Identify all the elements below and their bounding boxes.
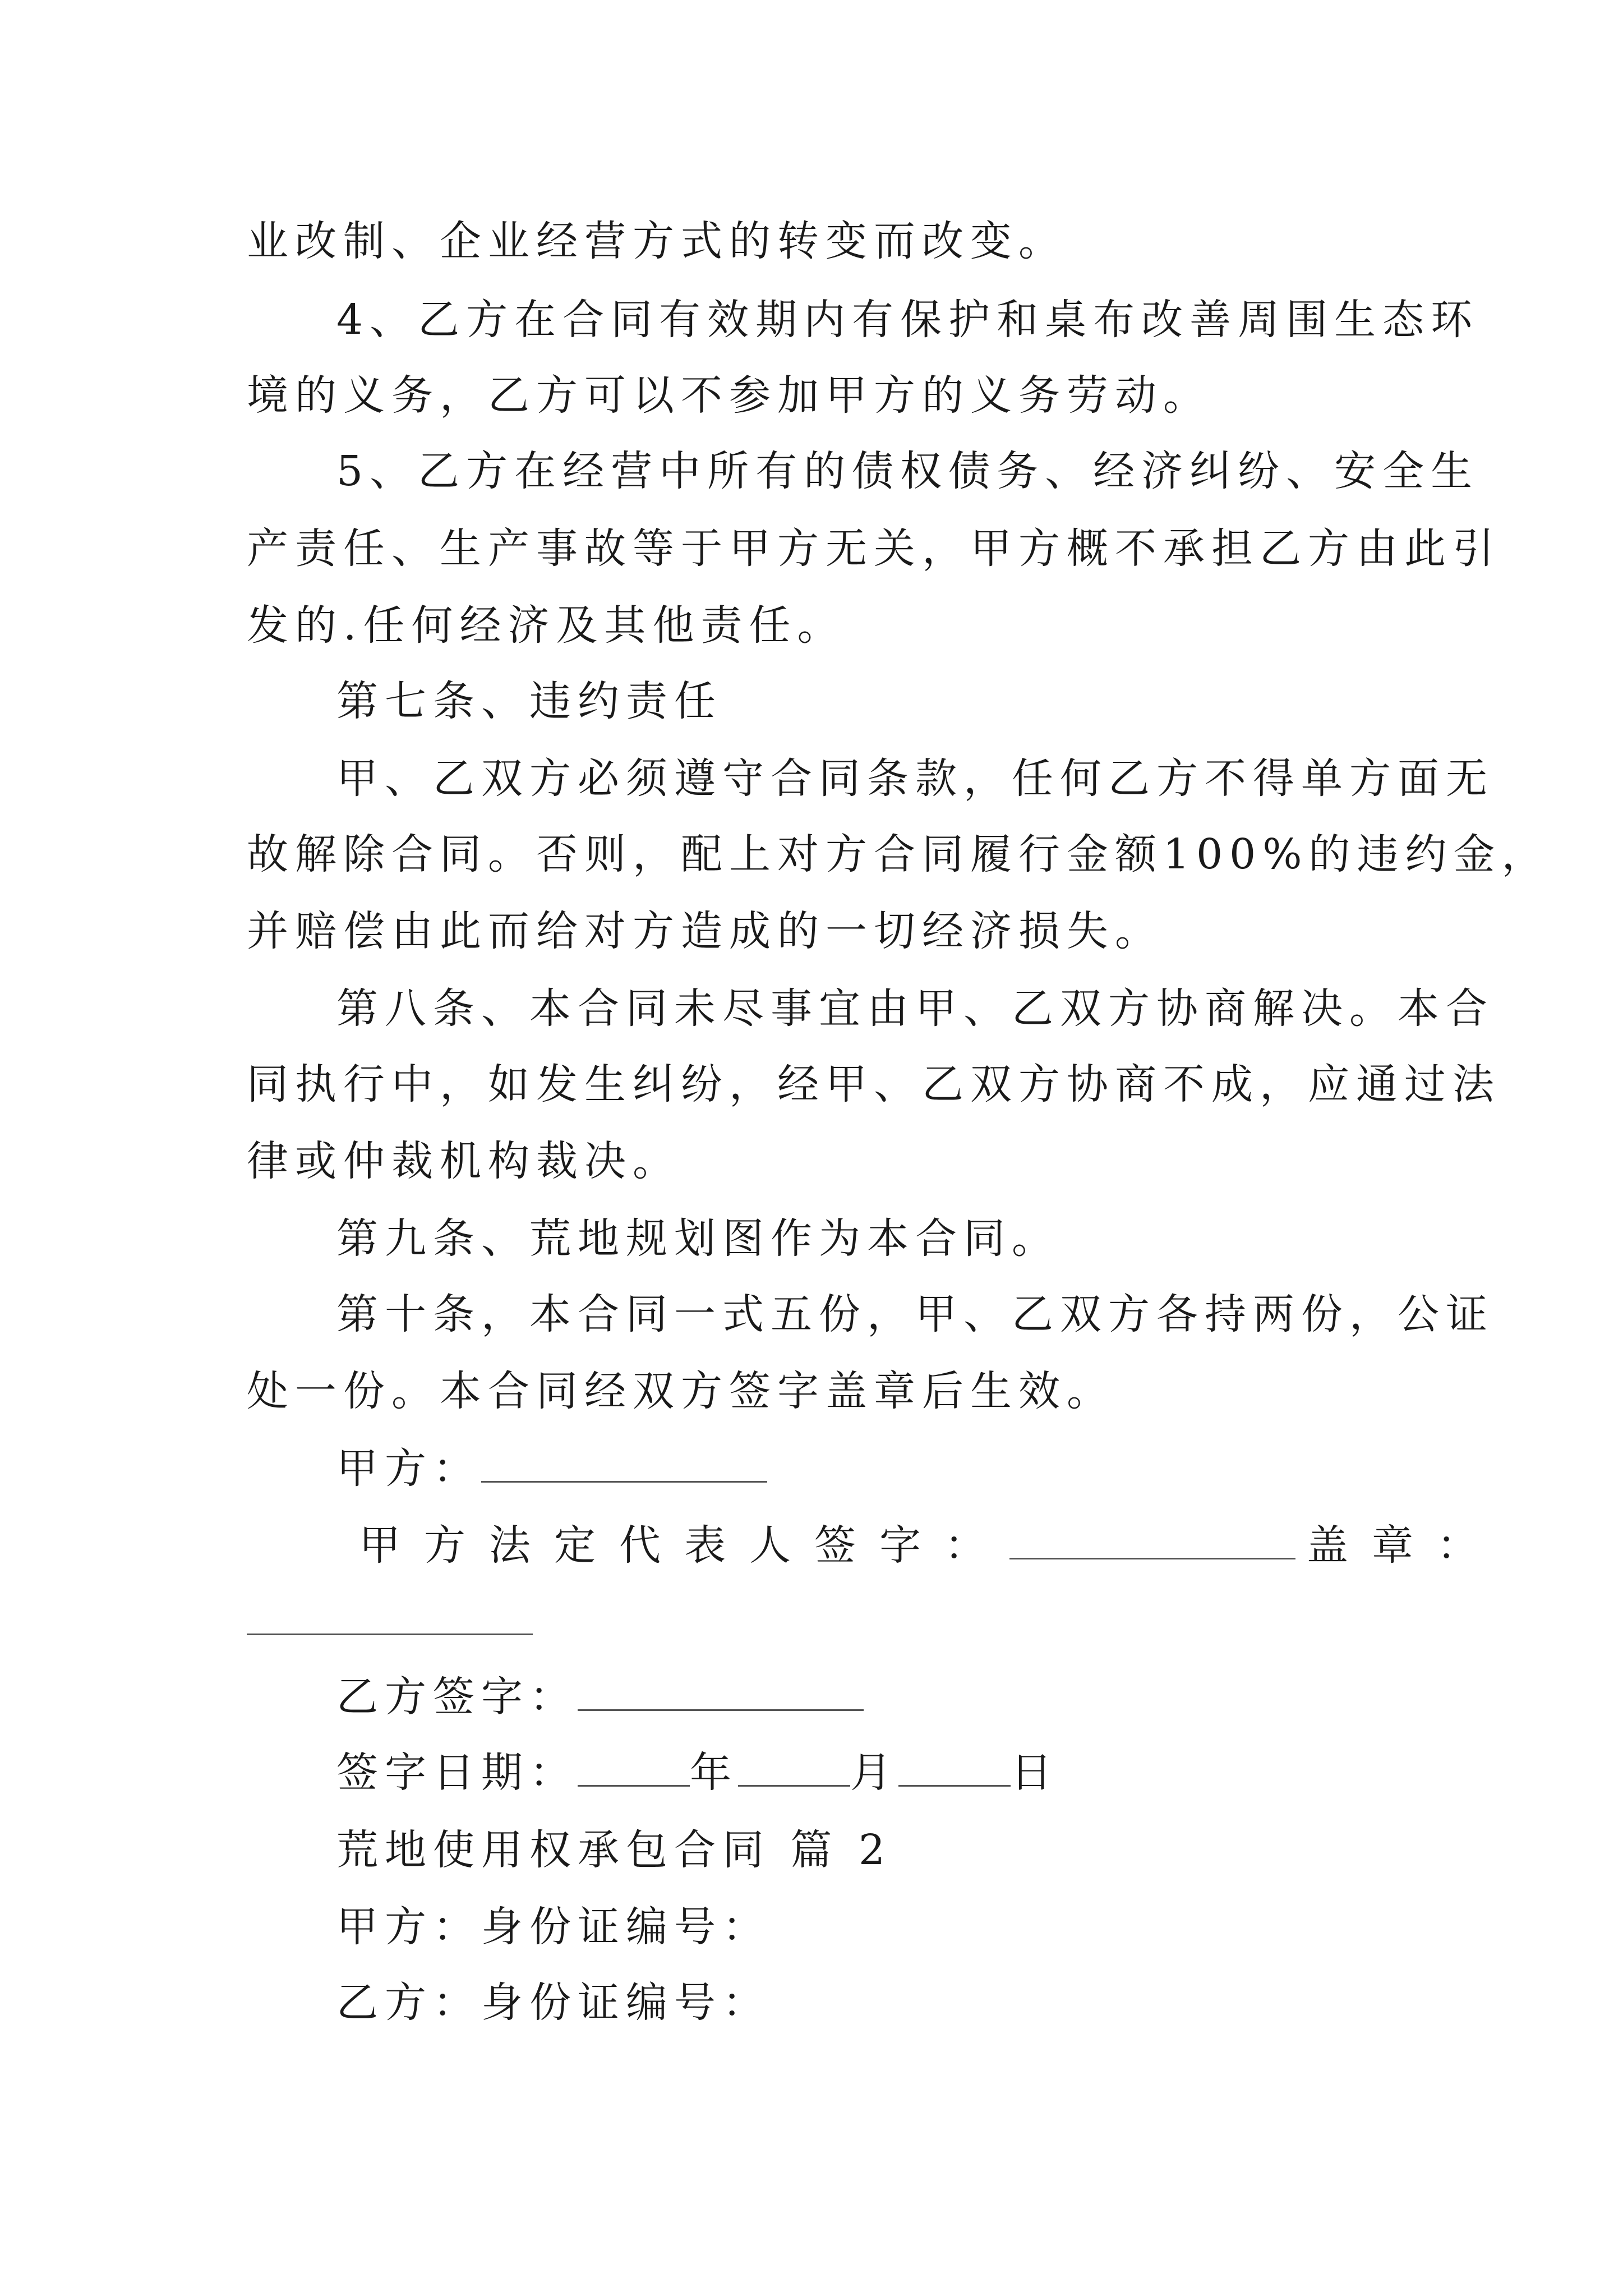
paragraph-line: 处一份。本合同经双方签字盖章后生效。 <box>247 1367 1115 1415</box>
year-blank[interactable] <box>578 1748 690 1787</box>
year-label: 年 <box>690 1749 738 1797</box>
representative-blank[interactable] <box>1009 1521 1295 1559</box>
paragraph-line: 5、乙方在经营中所有的债权债务、经济纠纷、安全生 <box>336 447 1479 495</box>
paragraph-line: 业改制、企业经营方式的转变而改变。 <box>247 217 1067 265</box>
party-a-label: 甲方： <box>336 1444 481 1493</box>
section-heading: 第七条、违约责任 <box>336 677 722 725</box>
section-2-party-b: 乙方：身份证编号： <box>336 1978 771 2027</box>
month-blank[interactable] <box>738 1748 850 1787</box>
paragraph-line: 甲、乙双方必须遵守合同条款，任何乙方不得单方面无 <box>336 754 1494 803</box>
paragraph-line: 4、乙方在合同有效期内有保护和桌布改善周围生态环 <box>336 296 1479 344</box>
paragraph-line: 故解除合同。否则，配上对方合同履行金额100%的违约金， <box>247 830 1550 878</box>
party-a-blank[interactable] <box>481 1444 767 1483</box>
party-b-sign-label: 乙方签字： <box>336 1673 578 1721</box>
section-2-title: 荒地使用权承包合同 篇 2 <box>336 1826 892 1874</box>
representative-label: 甲方法定代表人签字： <box>359 1521 1009 1570</box>
paragraph-line: 并赔偿由此而给对方造成的一切经济损失。 <box>247 907 1163 955</box>
paragraph-line: 发的.任何经济及其他责任。 <box>247 601 846 650</box>
seal-label: 盖章： <box>1307 1521 1502 1570</box>
signature-date-row <box>336 1745 1391 1801</box>
date-label: 签字日期： <box>336 1749 578 1797</box>
month-label: 月 <box>850 1749 898 1797</box>
paragraph-line: 第八条、本合同未尽事宜由甲、乙双方协商解决。本合 <box>336 984 1494 1033</box>
day-blank[interactable] <box>898 1748 1011 1787</box>
seal-blank[interactable] <box>247 1596 533 1635</box>
party-b-blank[interactable] <box>578 1672 864 1711</box>
paragraph-line: 境的义务，乙方可以不参加甲方的义务劳动。 <box>247 371 1211 420</box>
section-2-party-a: 甲方：身份证编号： <box>336 1903 771 1951</box>
day-label: 日 <box>1011 1749 1059 1797</box>
paragraph-line: 同执行中，如发生纠纷，经甲、乙双方协商不成，应通过法 <box>247 1060 1501 1108</box>
paragraph-line: 第十条，本合同一式五份，甲、乙双方各持两份，公证 <box>336 1290 1494 1338</box>
party-a-signature-row <box>336 1441 1391 1497</box>
paragraph-line: 产责任、生产事故等于甲方无关，甲方概不承担乙方由此引 <box>247 524 1501 573</box>
seal-blank-row <box>247 1593 1391 1649</box>
representative-signature-row <box>359 1517 1502 1573</box>
party-b-signature-row <box>336 1669 1391 1725</box>
paragraph-line: 律或仲裁机构裁决。 <box>247 1137 681 1185</box>
paragraph-line: 第九条、荒地规划图作为本合同。 <box>336 1214 1060 1263</box>
